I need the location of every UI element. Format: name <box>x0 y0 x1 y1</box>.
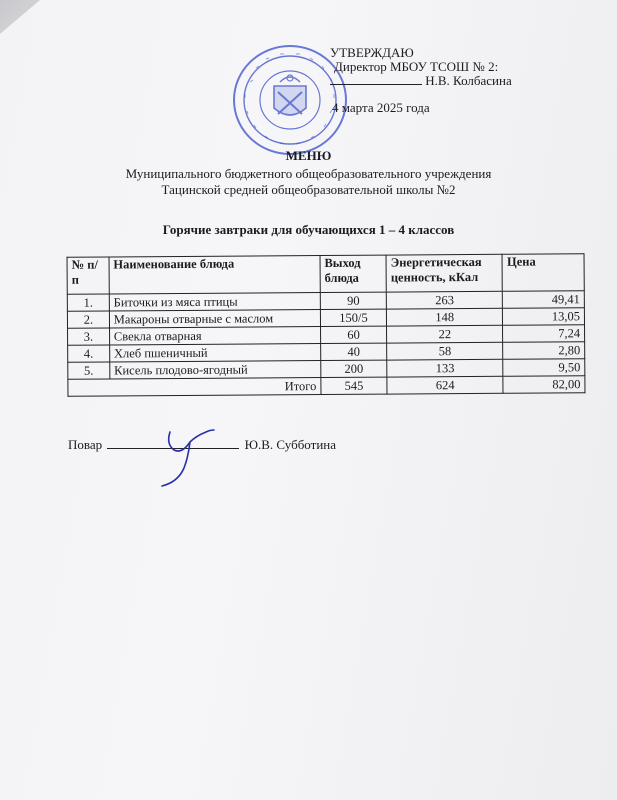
handwritten-signature <box>148 424 218 488</box>
total-price: 82,00 <box>503 376 585 394</box>
dish-kcal: 22 <box>387 325 503 343</box>
menu-table <box>67 253 586 397</box>
table-total-row <box>68 376 585 397</box>
row-number: 2. <box>67 311 109 328</box>
dish-price: 13,05 <box>503 308 585 326</box>
dish-price: 7,24 <box>503 325 585 343</box>
dish-yield: 90 <box>320 292 386 309</box>
dish-name: Кисель плодово-ягодный <box>110 361 321 379</box>
col-header-energy: Энергетическая ценность, кКал <box>386 254 502 292</box>
dish-price: 49,41 <box>503 291 585 309</box>
menu-title: МЕНЮ <box>285 148 332 163</box>
dish-price: 2,80 <box>503 342 585 360</box>
dish-name: Макароны отварные с маслом <box>109 310 320 328</box>
dish-name: Хлеб пшеничный <box>109 344 320 362</box>
dish-name: Биточки из мяса птицы <box>109 293 320 311</box>
org-name-line2: Тацинской средней общеобразовательной школы №2 <box>161 182 456 197</box>
row-number: 4. <box>68 345 110 362</box>
dish-price: 9,50 <box>503 359 585 377</box>
director-position: Директор МБОУ ТСОШ № 2: <box>334 59 499 74</box>
row-number: 5. <box>68 362 110 379</box>
approval-date: 4 марта 2025 года <box>332 100 430 115</box>
total-kcal: 624 <box>387 376 503 394</box>
total-label: Итого <box>68 378 321 397</box>
director-name-line <box>330 74 512 88</box>
col-header-dish: Наименование блюда <box>109 256 320 294</box>
dish-yield: 60 <box>320 326 386 343</box>
dish-yield: 40 <box>321 343 387 360</box>
dish-kcal: 133 <box>387 359 503 377</box>
menu-subtitle: Горячие завтраки для обучающихся 1 – 4 классов <box>162 222 455 237</box>
col-header-number: № п/п <box>67 257 109 294</box>
dish-kcal: 263 <box>386 291 502 309</box>
col-header-price: Цена <box>502 254 584 292</box>
dish-yield: 200 <box>321 360 387 377</box>
director-name: Н.В. Колбасина <box>425 73 512 88</box>
dish-kcal: 148 <box>387 308 503 326</box>
signature-line <box>330 84 422 85</box>
dish-yield: 150/5 <box>320 309 386 326</box>
table-header-row <box>67 254 584 295</box>
row-number: 3. <box>68 328 110 345</box>
cook-label: Повар <box>68 437 103 452</box>
dish-name: Свекла отварная <box>109 327 320 345</box>
approve-word: УТВЕРЖДАЮ <box>330 45 414 60</box>
org-name-line1: Муниципального бюджетного общеобразовательного учреждения <box>125 166 492 181</box>
total-yield: 545 <box>321 377 387 394</box>
dish-kcal: 58 <box>387 342 503 360</box>
approval-block <box>330 46 512 115</box>
col-header-yield: Выход блюда <box>320 255 387 292</box>
row-number: 1. <box>67 294 109 311</box>
cook-name: Ю.В. Субботина <box>244 437 337 452</box>
